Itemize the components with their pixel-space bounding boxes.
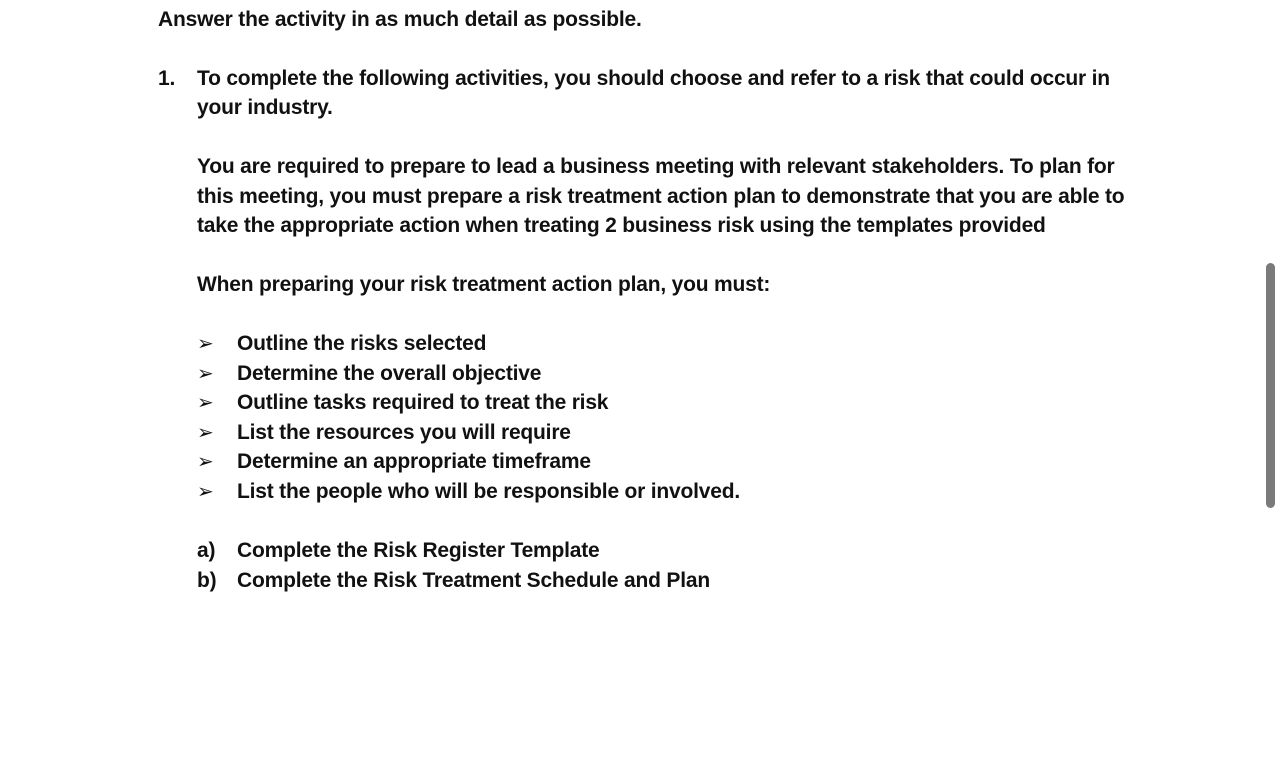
list-item [197, 420, 740, 450]
question-text-line-1: To complete the following activities, you should choose and refer to a risk that could occur in [197, 67, 1110, 90]
list-item [197, 449, 740, 479]
sub-task-a [197, 538, 710, 568]
list-item [197, 479, 740, 509]
question-number: 1. [158, 67, 176, 90]
sub-task-b [197, 568, 710, 598]
arrow-bullet-icon: ➢ [197, 421, 214, 444]
arrow-bullet-icon: ➢ [197, 333, 214, 355]
requirements-list [197, 331, 740, 508]
list-item [197, 361, 740, 391]
arrow-bullet-icon: ➢ [197, 451, 214, 473]
task-paragraph-line-1: You are required to prepare to lead a business meeting with relevant stakeholders. To plan for [197, 155, 1115, 178]
list-item-text: List the resources you will require [237, 420, 571, 444]
sub-task-label: b) [197, 568, 217, 592]
sub-task-text: Complete the Risk Treatment Schedule and Plan [237, 568, 710, 592]
task-paragraph-line-2: this meeting, you must prepare a risk treatment action plan to demonstrate that you are able to [197, 185, 1125, 208]
question-text-line-2: your industry. [197, 96, 333, 119]
task-paragraph-line-3: take the appropriate action when treating 2 business risk using the templates provided [197, 214, 1046, 237]
list-item-text: List the people who will be responsible or involved. [237, 479, 741, 503]
sub-task-text: Complete the Risk Register Template [237, 539, 600, 562]
list-item-text: Determine an appropriate timeframe [237, 450, 591, 473]
requirements-heading: When preparing your risk treatment action plan, you must: [197, 273, 771, 296]
scrollbar-thumb[interactable] [1266, 263, 1275, 508]
arrow-bullet-icon: ➢ [197, 362, 214, 385]
sub-task-label: a) [197, 539, 216, 562]
list-item-text: Outline tasks required to treat the risk [237, 391, 609, 414]
arrow-bullet-icon: ➢ [197, 392, 214, 414]
list-item [197, 390, 740, 420]
list-item-text: Outline the risks selected [237, 332, 487, 355]
arrow-bullet-icon: ➢ [197, 480, 214, 503]
intro-instruction: Answer the activity in as much detail as possible. [158, 8, 642, 31]
list-item [197, 331, 740, 361]
list-item-text: Determine the overall objective [237, 361, 542, 385]
sub-tasks-list [197, 538, 710, 597]
